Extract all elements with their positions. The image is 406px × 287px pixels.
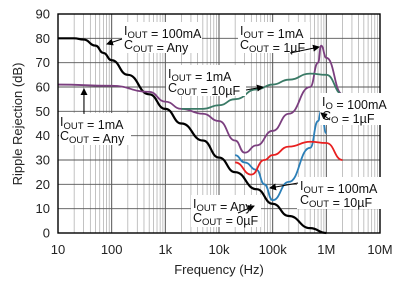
annotation-line-2: $C_{OUT} = 10\mu F$	[168, 81, 241, 98]
x-axis-title: Frequency (Hz)	[174, 262, 264, 277]
x-tick-label: 1k	[158, 242, 173, 257]
y-tick-label: 90	[35, 6, 50, 22]
annotation-line-2: $C_{OUT} = 1\mu F$	[240, 38, 306, 55]
y-tick-label: 60	[35, 79, 50, 95]
x-tick-label: 100	[100, 242, 123, 257]
x-tick-label: 10	[50, 242, 66, 257]
annotation-line-1: $I_{OUT} = 1mA$	[240, 24, 304, 41]
x-tick-label: 10M	[367, 242, 393, 257]
y-tick-label: 10	[35, 201, 50, 217]
y-tick-label: 30	[35, 152, 50, 168]
x-tick-label: 10k	[208, 242, 230, 257]
annotation-line-1: $I_{OUT} = 100mA$	[300, 179, 378, 196]
y-tick-label: 70	[35, 55, 50, 71]
x-tick-label: 1M	[317, 242, 336, 257]
annotation-line-1: $I_{OUT} = 1mA$	[168, 67, 232, 84]
annotation-5	[59, 89, 131, 146]
annotation-line-2: $C_{OUT}$ = Any	[60, 129, 125, 146]
annotation-4	[320, 93, 387, 126]
annotation-line-2: $C_{OUT}$ = Any	[124, 38, 189, 55]
annotation-line-1: $I_O = 100mA$	[322, 95, 387, 112]
annotation-line-1: $I_{OUT} = 1mA$	[60, 115, 124, 132]
annotation-line-2: $C_{OUT} = 10\mu F$	[300, 193, 373, 210]
y-tick-label: 20	[35, 176, 50, 192]
annotation-7	[191, 195, 261, 228]
annotation-2	[238, 22, 319, 55]
y-axis-title: Ripple Rejection (dB)	[10, 62, 25, 186]
annotation-line-1: $I_{OUT}$ = Any	[193, 197, 252, 214]
y-tick-label: 0	[42, 225, 50, 241]
annotation-line-2: $C_O = 1\mu F$	[322, 109, 375, 126]
annotation-line-2: $C_{OUT} = 0\mu F$	[193, 211, 259, 228]
x-tick-label: 100k	[258, 242, 287, 257]
y-tick-label: 40	[35, 128, 50, 144]
annotation-line-1: $I_{OUT} = 100mA$	[124, 24, 202, 41]
y-tick-label: 80	[35, 30, 50, 46]
y-tick-label: 50	[35, 103, 50, 119]
